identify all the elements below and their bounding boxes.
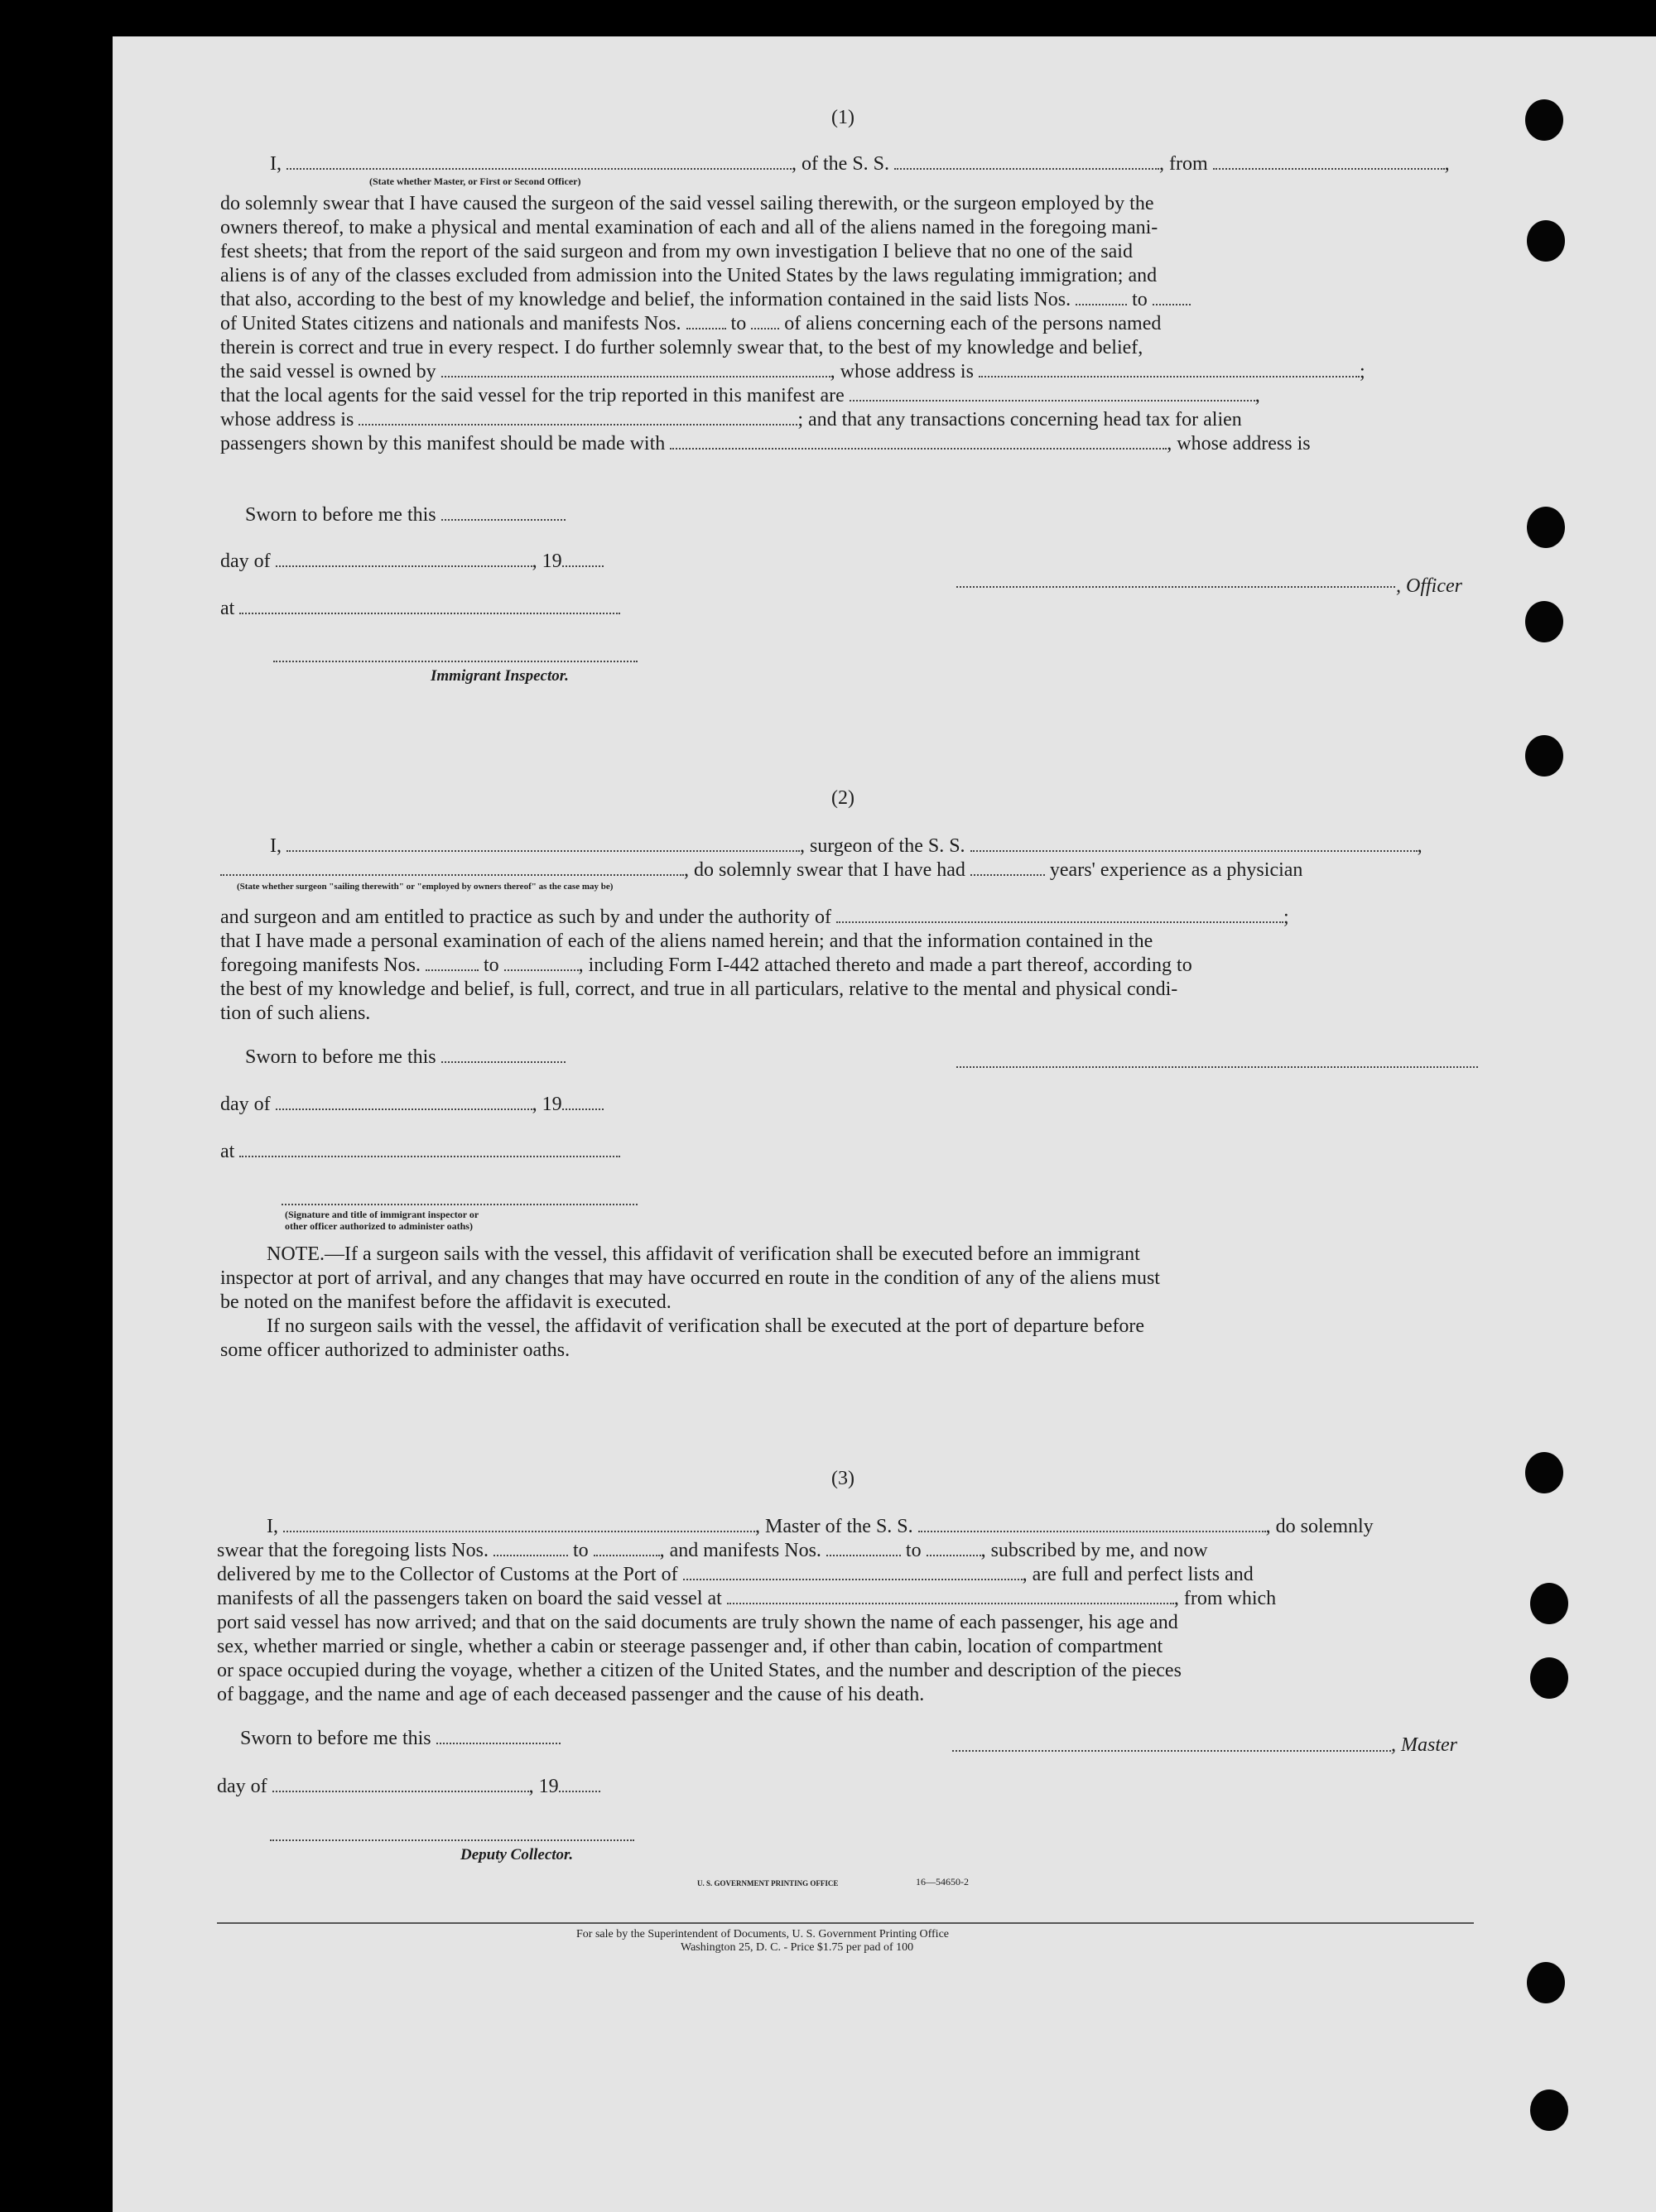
oath-text: the said vessel is owned by , whose address is ; [220,361,1365,382]
master-label: , Master [1391,1734,1457,1756]
place-field[interactable] [239,1141,620,1157]
place-field[interactable] [239,598,620,614]
oath-text: manifests of all the passengers taken on board the said vessel at , from which [217,1588,1277,1609]
boarding-port-field[interactable] [727,1588,1174,1604]
manifests-to-field[interactable] [504,955,579,971]
oath-text: of United States citizens and nationals and manifests Nos. to of aliens concerning each of the persons named [220,313,1162,334]
oath-text: therein is correct and true in every respect. I do further solemnly swear that, to the best of my knowledge and belief, [220,337,1143,358]
manifests-from-field[interactable] [826,1540,901,1556]
oath-text: owners thereof, to make a physical and mental examination of each and all of the aliens named in the foregoing mani- [220,217,1158,238]
manifests-to-field[interactable] [927,1540,981,1556]
signature-note: (Signature and title of immigrant inspector or [285,1209,479,1220]
oath-text: aliens is of any of the classes excluded from admission into the United States by the laws regulating immigration; and [220,265,1158,286]
punch-hole [1525,99,1563,141]
month-field[interactable] [276,1094,532,1110]
signature-note: other officer authorized to administer oaths) [285,1220,473,1232]
manifests-from-field[interactable] [426,955,479,971]
affiant-line: I, , of the S. S. , from , [270,153,1450,175]
officer-label: , Officer [1396,575,1462,597]
surgeon-type-field[interactable] [220,859,684,876]
lists-from-field[interactable] [493,1540,568,1556]
year-field[interactable] [559,1776,600,1792]
lists-to-field[interactable] [1153,289,1191,305]
vessel-name-field[interactable] [894,153,1159,170]
punch-hole [1527,1962,1565,2003]
authority-field[interactable] [836,906,1283,923]
day-of-line: day of , 19 [220,550,604,574]
oath-text: , do solemnly swear that I have had years' experience as a physician [220,858,1302,882]
owner-address-field[interactable] [979,361,1360,377]
section-number: (3) [831,1468,854,1489]
vessel-name-field[interactable] [918,1516,1266,1532]
oath-text: passengers shown by this manifest should be made with , whose address is [220,433,1311,454]
oath-text: and surgeon and am entitled to practice as such by and under the authority of ; [220,906,1289,928]
day-of-line: day of , 19 [217,1775,600,1799]
gpo-imprint: U. S. GOVERNMENT PRINTING OFFICE [697,1879,839,1887]
day-of-line: day of , 19 [220,1093,604,1117]
vessel-name-field[interactable] [970,835,1418,852]
agents-address-field[interactable] [359,409,797,426]
at-line: at [220,597,620,621]
note-text: NOTE.—If a surgeon sails with the vessel, this affidavit of verification shall be executed before an immigrant [267,1243,1140,1265]
lists-to-field[interactable] [594,1540,660,1556]
surgeon-name-field[interactable] [286,835,800,852]
sworn-label: Sworn to before me this [240,1727,561,1751]
master-name-field[interactable] [283,1516,755,1532]
year-field[interactable] [562,551,604,567]
note-text: be noted on the manifest before the affidavit is executed. [220,1291,672,1313]
punch-hole [1530,1657,1568,1699]
punch-hole [1530,1583,1568,1624]
sale-notice: For sale by the Superintendent of Documents, U. S. Government Printing Office [576,1928,949,1940]
note-text: some officer authorized to administer oaths. [220,1339,570,1361]
affiant-title-field[interactable] [286,153,792,170]
oath-text: delivered by me to the Collector of Customs at the Port of , are full and perfect lists and [217,1564,1254,1585]
lists-from-field[interactable] [1076,289,1127,305]
oath-text: port said vessel has now arrived; and that on the said documents are truly shown the name of each passenger, his age and [217,1612,1178,1633]
oath-text: or space occupied during the voyage, whether a citizen of the United States, and the number and description of the pieces [217,1660,1182,1681]
owner-field[interactable] [441,361,830,377]
punch-hole [1525,1452,1563,1493]
month-field[interactable] [276,551,532,567]
affiant-line: I, , surgeon of the S. S. , [270,835,1423,857]
month-field[interactable] [272,1776,529,1792]
punch-hole [1527,507,1565,548]
manifests-from-field[interactable] [686,313,726,329]
form-code: 16—54650-2 [916,1876,969,1887]
oath-text: fest sheets; that from the report of the said surgeon and from my own investigation I believe that no one of the said [220,241,1133,262]
sworn-day-field[interactable] [441,504,566,521]
sworn-label: Sworn to before me this [245,1046,566,1070]
inspector-signature-line[interactable] [282,1202,638,1205]
note-text: inspector at port of arrival, and any changes that may have occurred en route in the condition of any of the aliens must [220,1267,1160,1289]
oath-text: foregoing manifests Nos. to , including Form I-442 attached thereto and made a part thereof, according to [220,955,1192,976]
oath-text: that also, according to the best of my knowledge and belief, the information contained in the said lists Nos. to [220,288,1191,312]
punch-hole [1525,735,1563,777]
oath-text: that the local agents for the said vessel for the trip reported in this manifest are , [220,385,1260,406]
sworn-day-field[interactable] [441,1046,566,1063]
section-number: (1) [831,107,854,128]
agents-field[interactable] [850,385,1255,402]
surgeon-signature-line[interactable] [956,1065,1478,1068]
note-text: If no surgeon sails with the vessel, the affidavit of verification shall be executed at the port of departure before [267,1315,1145,1337]
from-port-field[interactable] [1213,153,1445,170]
section-number: (2) [831,787,854,809]
master-signature-line[interactable] [952,1748,1391,1752]
field-note: (State whether Master, or First or Second Officer) [369,176,581,187]
inspector-signature-line[interactable] [273,659,638,662]
oath-text: tion of such aliens. [220,1003,371,1024]
oath-text: of baggage, and the name and age of each deceased passenger and the cause of his death. [217,1684,925,1705]
manifests-to-field[interactable] [751,313,779,329]
year-field[interactable] [562,1094,604,1110]
field-note: (State whether surgeon "sailing therewith" or "employed by owners thereof" as the case may be) [237,882,614,892]
oath-text: do solemnly swear that I have caused the surgeon of the said vessel sailing therewith, or the surgeon employed by the [220,193,1154,214]
punch-hole [1525,601,1563,642]
deputy-label: Deputy Collector. [460,1846,574,1863]
deputy-signature-line[interactable] [270,1838,634,1841]
inspector-label: Immigrant Inspector. [431,667,569,685]
sworn-day-field[interactable] [436,1728,561,1744]
years-field[interactable] [970,859,1045,876]
oath-text: the best of my knowledge and belief, is full, correct, and true in all particulars, relative to the mental and physical condi- [220,979,1178,1000]
head-tax-field[interactable] [670,433,1167,450]
at-line: at [220,1140,620,1164]
oath-text: sex, whether married or single, whether a cabin or steerage passenger and, if other than cabin, location of compartment [217,1636,1163,1657]
officer-signature-line[interactable] [956,584,1395,588]
port-field[interactable] [683,1564,1023,1580]
footer-rule [217,1922,1474,1924]
oath-text: swear that the foregoing lists Nos. to , and manifests Nos. to , subscribed by me, and now [217,1540,1208,1561]
oath-text: whose address is ; and that any transactions concerning head tax for alien [220,409,1242,430]
affiant-line: I, , Master of the S. S. , do solemnly [267,1516,1374,1537]
sworn-label: Sworn to before me this [245,503,566,527]
oath-text: that I have made a personal examination of each of the aliens named herein; and that the information contained in the [220,930,1153,952]
punch-hole [1527,220,1565,262]
sale-notice: Washington 25, D. C. - Price $1.75 per pad of 100 [681,1941,914,1954]
punch-hole [1530,2089,1568,2131]
